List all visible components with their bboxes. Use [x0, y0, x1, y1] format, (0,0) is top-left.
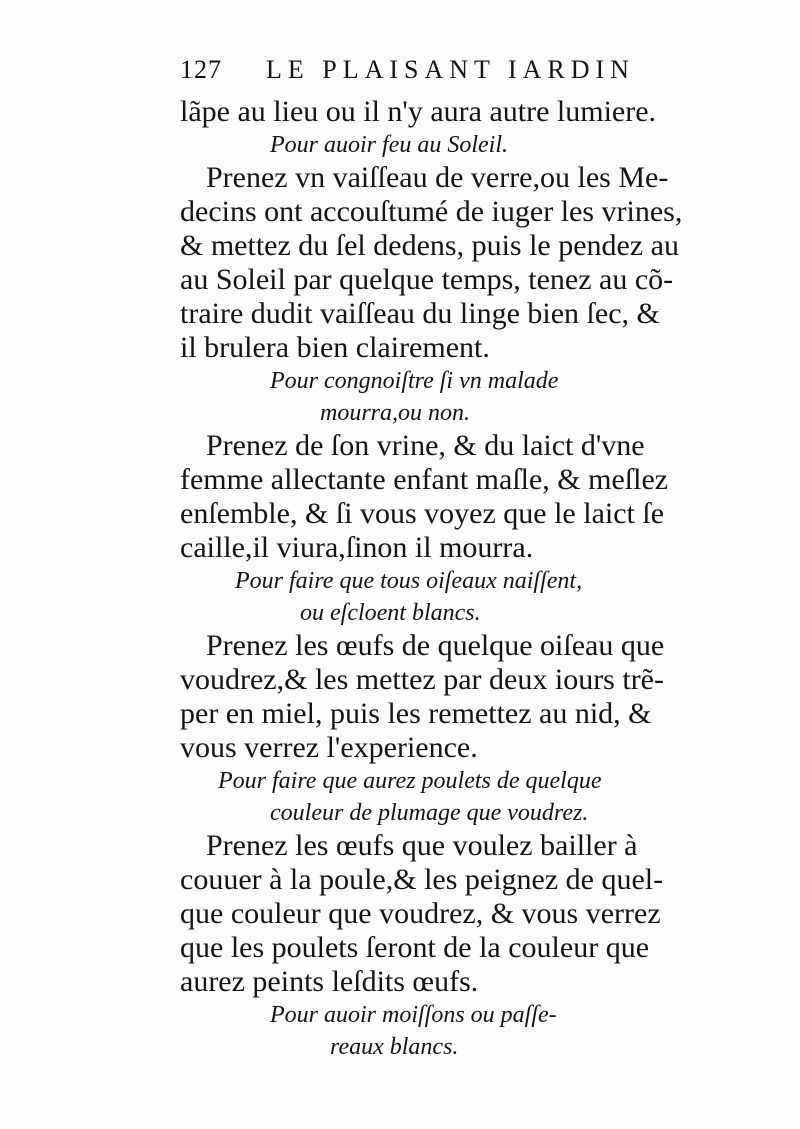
page-number: 127 [180, 55, 222, 84]
text-line: que les poulets ſeront de la couleur que [180, 931, 650, 964]
section-heading: Pour congnoiſtre ſi vn malade [270, 368, 559, 394]
text-line: vous verrez l'experience. [180, 731, 478, 764]
text-line: decins ont accouſtumé de iuger les vrines, [180, 195, 683, 228]
text-line: que couleur que voudrez, & vous verrez [180, 897, 661, 930]
section-heading: couleur de plumage que voudrez. [270, 800, 589, 826]
book-page [180, 55, 690, 1063]
text-line: au Soleil par quelque temps, tenez au cõ- [180, 263, 674, 296]
text-line: femme allectante enfant maſle, & meſlez [180, 463, 669, 496]
text-line: caille,il viura,ſinon il mourra. [180, 531, 534, 564]
section-heading: mourra,ou non. [320, 400, 471, 426]
text-line: couuer à la poule,& les peignez de quel- [180, 863, 664, 896]
text-line: enſemble, & ſi vous voyez que le laict ſe [180, 497, 665, 530]
section-heading: Pour auoir feu au Soleil. [270, 132, 508, 158]
text-line: voudrez,& les mettez par deux iours trẽ- [180, 663, 664, 696]
section-heading: reaux blancs. [330, 1034, 459, 1060]
text-line: Prenez de ſon vrine, & du laict d'vne [206, 429, 645, 462]
text-line: Prenez vn vaiſſeau de verre,ou les Me- [206, 161, 669, 194]
text-line: lãpe au lieu ou il n'y aura autre lumiere. [180, 95, 657, 128]
text-line: il brulera bien clairement. [180, 331, 490, 364]
text-line: traire dudit vaiſſeau du linge bien ſec, & [180, 297, 660, 330]
text-line: aurez peints leſdits œufs. [180, 965, 479, 998]
section-heading: Pour auoir moiſſons ou paſſe- [270, 1002, 557, 1028]
section-heading: ou eſcloent blancs. [300, 600, 481, 626]
section-heading: Pour faire que tous oiſeaux naiſſent, [235, 568, 583, 594]
text-line: Prenez les œufs que voulez bailler à [206, 829, 638, 862]
text-line: per en miel, puis les remettez au nid, & [180, 697, 652, 730]
section-heading: Pour faire que aurez poulets de quelque [218, 768, 602, 794]
running-header [180, 55, 690, 95]
text-line: Prenez les œufs de quelque oiſeau que [206, 629, 665, 662]
text-line: & mettez du ſel dedens, puis le pendez au [180, 229, 679, 262]
running-title: LE PLAISANT IARDIN [266, 55, 635, 84]
